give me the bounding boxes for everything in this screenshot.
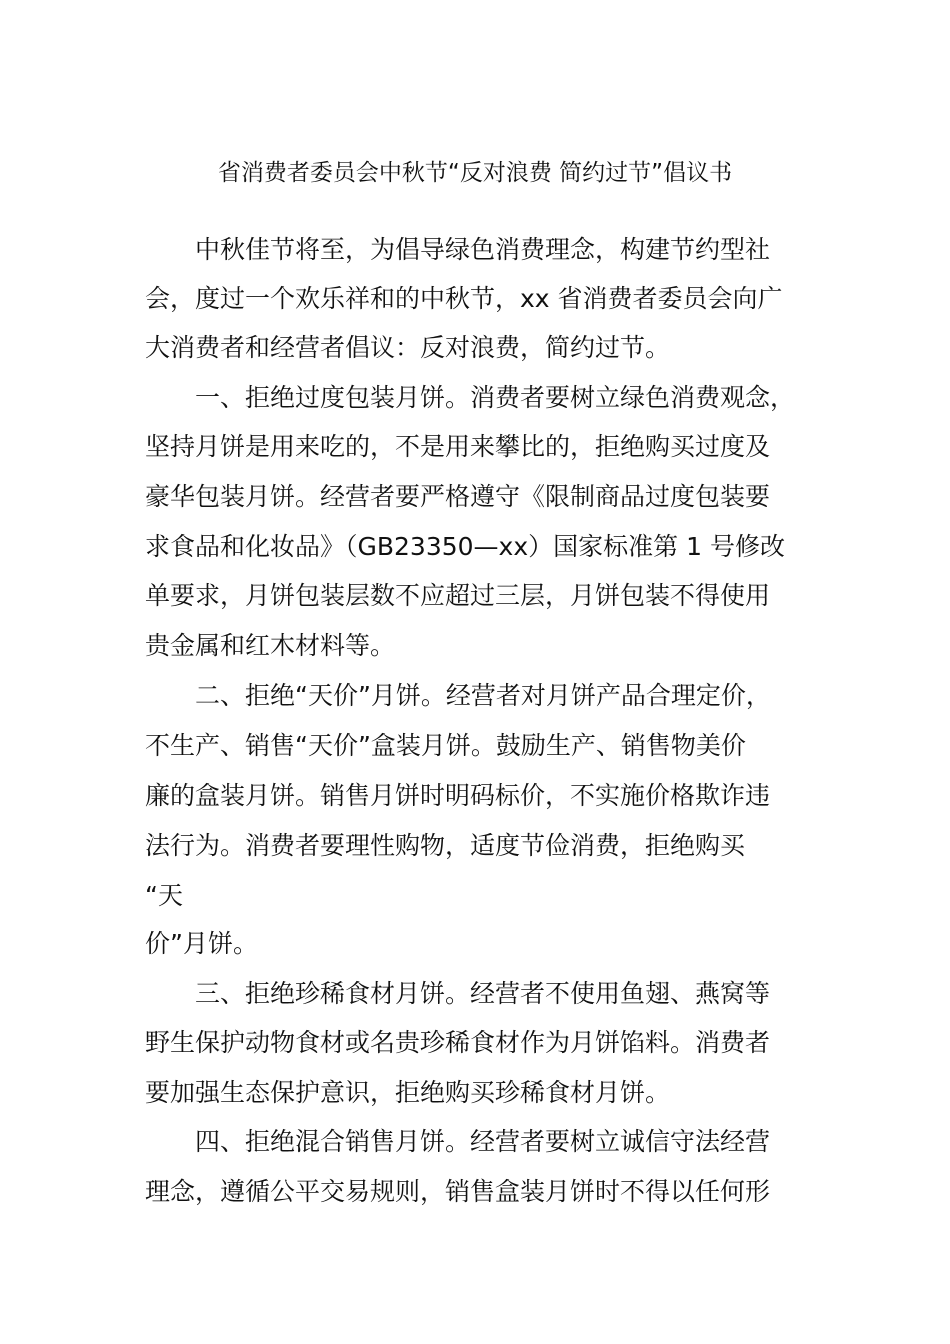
section-4-line-1: 四、拒绝混合销售月饼。经营者要树立诚信守法经营 <box>195 1127 771 1156</box>
section-4-line-2: 理念，遵循公平交易规则，销售盒装月饼时不得以任何形 <box>145 1177 771 1206</box>
section-1-line-4: 求食品和化妆品》（GB23350—xx）国家标准第 1 号修改 <box>145 532 785 561</box>
section-2-line-2: 不生产、销售“天价”盒装月饼。鼓励生产、销售物美价 <box>145 731 746 760</box>
section-1-line-2: 坚持月饼是用来吃的，不是用来攀比的，拒绝购买过度及 <box>145 432 771 461</box>
intro-line-3: 大消费者和经营者倡议：反对浪费，简约过节。 <box>145 333 671 362</box>
section-1-line-1: 一、拒绝过度包装月饼。消费者要树立绿色消费观念， <box>195 383 796 412</box>
section-2-line-1: 二、拒绝“天价”月饼。经营者对月饼产品合理定价， <box>195 681 771 710</box>
section-2-line-6: 价”月饼。 <box>145 929 258 958</box>
section-3-line-2: 野生保护动物食材或名贵珍稀食材作为月饼馅料。消费者 <box>145 1028 771 1057</box>
section-2-line-4: 法行为。消费者要理性购物，适度节俭消费，拒绝购买 <box>145 831 746 860</box>
section-3-line-1: 三、拒绝珍稀食材月饼。经营者不使用鱼翅、燕窝等 <box>195 979 771 1008</box>
intro-line-2: 会，度过一个欢乐祥和的中秋节，xx 省消费者委员会向广 <box>145 284 783 313</box>
document-title: 省消费者委员会中秋节“反对浪费 简约过节”倡议书 <box>217 160 733 186</box>
section-2-line-3: 廉的盒装月饼。销售月饼时明码标价，不实施价格欺诈违 <box>145 781 771 810</box>
section-3-line-3: 要加强生态保护意识，拒绝购买珍稀食材月饼。 <box>145 1078 671 1107</box>
section-1-line-3: 豪华包装月饼。经营者要严格遵守《限制商品过度包装要 <box>145 482 771 511</box>
section-1-line-6: 贵金属和红木材料等。 <box>145 631 396 660</box>
section-2-line-5: “天 <box>145 881 183 910</box>
section-1-line-5: 单要求，月饼包装层数不应超过三层，月饼包装不得使用 <box>145 581 771 610</box>
intro-line-1: 中秋佳节将至，为倡导绿色消费理念，构建节约型社 <box>195 235 771 264</box>
